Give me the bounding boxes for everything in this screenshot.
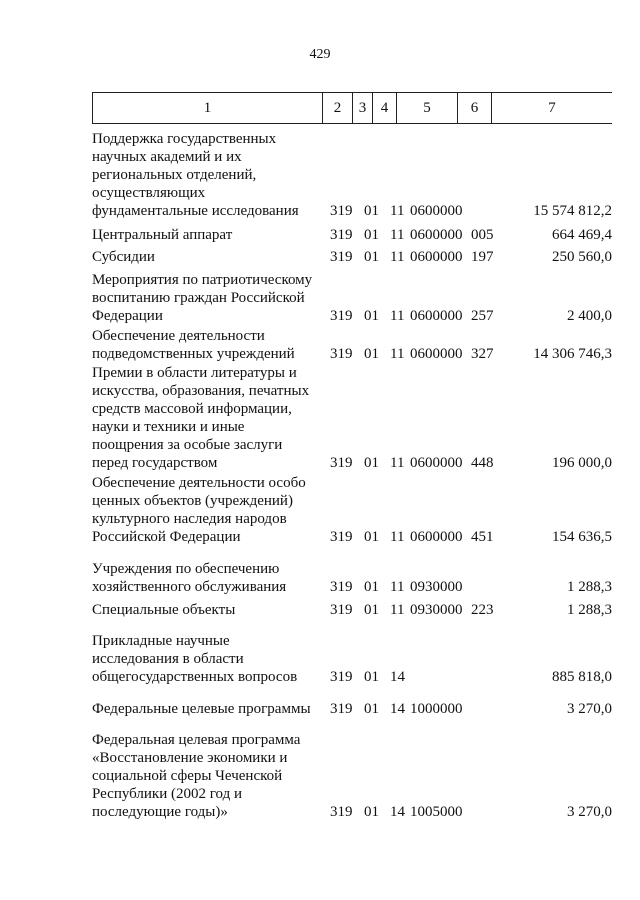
row-description-line: хозяйственного обслуживания (92, 579, 287, 595)
row-description (92, 327, 320, 363)
code-target: 0600000 (410, 203, 463, 219)
code-section: 01 (364, 804, 379, 820)
code-subsection: 11 (390, 529, 405, 545)
code-admin: 319 (330, 227, 353, 243)
code-subsection: 14 (390, 701, 405, 717)
code-expense-type: 223 (471, 602, 494, 618)
row-amount: 196 000,0 (552, 455, 612, 471)
row-amount: 1 288,3 (567, 579, 612, 595)
table-row (0, 271, 640, 325)
code-expense-type: 005 (471, 227, 494, 243)
code-expense-type: 327 (471, 346, 494, 362)
code-admin: 319 (330, 669, 353, 685)
code-target: 0600000 (410, 227, 463, 243)
header-col-6: 6 (457, 93, 491, 123)
code-admin: 319 (330, 203, 353, 219)
code-section: 01 (364, 227, 379, 243)
table-row (0, 327, 640, 363)
code-subsection: 11 (390, 346, 405, 362)
row-amount: 14 306 746,3 (533, 346, 612, 362)
row-amount: 2 400,0 (567, 308, 612, 324)
code-target: 0600000 (410, 529, 463, 545)
code-section: 01 (364, 579, 379, 595)
row-description-line: социальной сферы Чеченской (92, 768, 283, 784)
row-description-line: региональных отделений, (92, 167, 257, 183)
code-section: 01 (364, 346, 379, 362)
table-row (0, 364, 640, 472)
row-description-line: Обеспечение деятельности особо (92, 475, 306, 491)
row-amount: 885 818,0 (552, 669, 612, 685)
row-description (92, 474, 320, 546)
row-description-line: поощрения за особые заслуги (92, 437, 283, 453)
row-description-line: осуществляющих (92, 185, 206, 201)
row-description-line: Федерации (92, 308, 163, 324)
row-description-line: воспитанию граждан Российской (92, 290, 305, 306)
header-col-4: 4 (372, 93, 396, 123)
code-section: 01 (364, 308, 379, 324)
row-description-line: Мероприятия по патриотическому (92, 272, 313, 288)
row-description-line: Обеспечение деятельности (92, 328, 265, 344)
table-row (0, 560, 640, 596)
row-description-line: средств массовой информации, (92, 401, 292, 417)
code-admin: 319 (330, 308, 353, 324)
row-description-line: культурного наследия народов (92, 511, 287, 527)
row-description (92, 601, 320, 619)
code-target: 0600000 (410, 455, 463, 471)
header-col-7: 7 (491, 93, 612, 123)
code-target: 1005000 (410, 804, 463, 820)
table-row (0, 130, 640, 220)
row-description (92, 731, 320, 821)
code-expense-type: 257 (471, 308, 494, 324)
header-col-3: 3 (352, 93, 372, 123)
table-row (0, 474, 640, 546)
row-description-line: искусства, образования, печатных (92, 383, 310, 399)
row-description-line: Федеральные целевые программы (92, 701, 311, 717)
code-target: 0600000 (410, 249, 463, 265)
code-expense-type: 197 (471, 249, 494, 265)
row-description (92, 271, 320, 325)
table-row (0, 226, 640, 244)
code-target: 0600000 (410, 308, 463, 324)
row-description-line: ценных объектов (учреждений) (92, 493, 293, 509)
code-admin: 319 (330, 804, 353, 820)
code-subsection: 11 (390, 308, 405, 324)
row-amount: 3 270,0 (567, 804, 612, 820)
code-subsection: 11 (390, 602, 405, 618)
row-description-line: общегосударственных вопросов (92, 669, 298, 685)
page-number: 429 (309, 47, 331, 62)
code-subsection: 11 (390, 579, 405, 595)
table-header (92, 92, 612, 124)
row-description-line: Поддержка государственных (92, 131, 277, 147)
row-description-line: последующие годы)» (92, 804, 228, 820)
code-target: 0600000 (410, 346, 463, 362)
row-amount: 250 560,0 (552, 249, 612, 265)
code-subsection: 11 (390, 227, 405, 243)
row-description-line: Специальные объекты (92, 602, 236, 618)
code-subsection: 11 (390, 203, 405, 219)
code-subsection: 14 (390, 669, 405, 685)
row-description-line: Учреждения по обеспечению (92, 561, 280, 577)
code-expense-type: 448 (471, 455, 494, 471)
row-description (92, 248, 320, 266)
row-description-line: Российской Федерации (92, 529, 241, 545)
code-admin: 319 (330, 579, 353, 595)
header-col-1: 1 (92, 93, 322, 123)
code-target: 1000000 (410, 701, 463, 717)
code-admin: 319 (330, 455, 353, 471)
table-row (0, 700, 640, 718)
row-description (92, 632, 320, 686)
code-section: 01 (364, 455, 379, 471)
code-section: 01 (364, 669, 379, 685)
table-row (0, 632, 640, 686)
row-description-line: научных академий и их (92, 149, 242, 165)
code-expense-type: 451 (471, 529, 494, 545)
row-description-line: науки и техники и иные (92, 419, 245, 435)
row-description-line: Федеральная целевая программа (92, 732, 301, 748)
code-admin: 319 (330, 602, 353, 618)
row-description (92, 226, 320, 244)
header-col-2: 2 (322, 93, 352, 123)
code-admin: 319 (330, 701, 353, 717)
row-description-line: исследования в области (92, 651, 244, 667)
row-description-line: Центральный аппарат (92, 227, 233, 243)
row-description-line: Премии в области литературы и (92, 365, 297, 381)
code-section: 01 (364, 249, 379, 265)
code-target: 0930000 (410, 602, 463, 618)
row-description-line: перед государством (92, 455, 218, 471)
code-subsection: 11 (390, 455, 405, 471)
row-description (92, 560, 320, 596)
row-description-line: фундаментальные исследования (92, 203, 299, 219)
row-description-line: подведомственных учреждений (92, 346, 295, 362)
row-description (92, 130, 320, 220)
row-description-line: Прикладные научные (92, 633, 230, 649)
row-description-line: Республики (2002 год и (92, 786, 242, 802)
row-amount: 664 469,4 (552, 227, 612, 243)
code-section: 01 (364, 602, 379, 618)
row-description (92, 364, 320, 472)
code-section: 01 (364, 529, 379, 545)
row-amount: 154 636,5 (552, 529, 612, 545)
row-description-line: «Восстановление экономики и (92, 750, 288, 766)
row-description-line: Субсидии (92, 249, 155, 265)
code-section: 01 (364, 701, 379, 717)
code-section: 01 (364, 203, 379, 219)
header-col-5: 5 (396, 93, 457, 123)
code-admin: 319 (330, 346, 353, 362)
code-admin: 319 (330, 529, 353, 545)
table-row (0, 731, 640, 821)
code-subsection: 14 (390, 804, 405, 820)
row-amount: 15 574 812,2 (533, 203, 612, 219)
row-description (92, 700, 320, 718)
code-admin: 319 (330, 249, 353, 265)
table-row (0, 601, 640, 619)
code-subsection: 11 (390, 249, 405, 265)
code-target: 0930000 (410, 579, 463, 595)
table-row (0, 248, 640, 266)
row-amount: 3 270,0 (567, 701, 612, 717)
row-amount: 1 288,3 (567, 602, 612, 618)
